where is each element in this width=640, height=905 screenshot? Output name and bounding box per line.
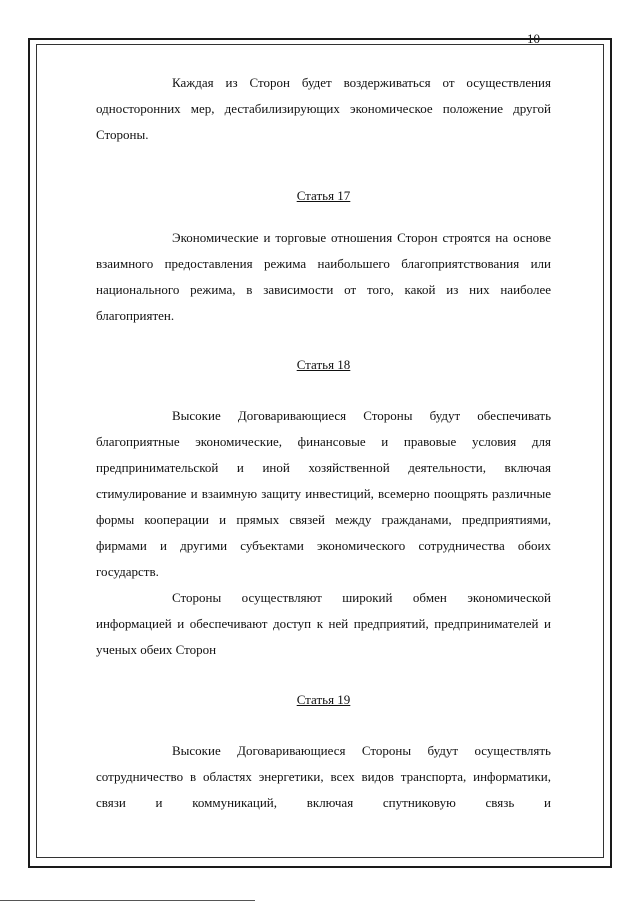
article-17-paragraph: Экономические и торговые отношения Сторон строятся на основе взаимного предоставления режима наибольшего благоприятствования или национального режима, в зависимости от того, какой из них наиболее благоприятен. xyxy=(96,230,551,323)
article-18-paragraph-2: Стороны осуществляют широкий обмен экономической информацией и обеспечивают доступ к ней предприятий, предпринимателей и ученых обеих Сторон xyxy=(96,590,551,657)
intro-paragraph: Каждая из Сторон будет воздерживаться от осуществления односторонних мер, дестабилизирующих экономическое положение другой Стороны. xyxy=(96,75,551,142)
document-body xyxy=(96,70,551,816)
page-number: 10 xyxy=(527,31,540,46)
footnote-rule xyxy=(0,900,255,901)
article-19-heading: Статья 19 xyxy=(296,692,351,707)
article-19-paragraph: Высокие Договаривающиеся Стороны будут осуществлять сотрудничество в областях энергетики, всех видов транспорта, информатики, связи и коммуникаций, включая спутниковую связь и xyxy=(96,743,551,810)
article-18-heading: Статья 18 xyxy=(296,357,351,372)
article-18-paragraph-1: Высокие Договаривающиеся Стороны будут обеспечивать благоприятные экономические, финансовые и правовые условия для предпринимательской и иной хозяйственной деятельности, включая стимулирование и взаимную защиту инвестиций, всемерно поощрять различные формы кооперации и прямых связей между гражданами, предприятиями, фирмами и другими субъектами экономического сотрудничества обоих государств. xyxy=(96,408,551,579)
article-17-heading: Статья 17 xyxy=(296,188,351,203)
